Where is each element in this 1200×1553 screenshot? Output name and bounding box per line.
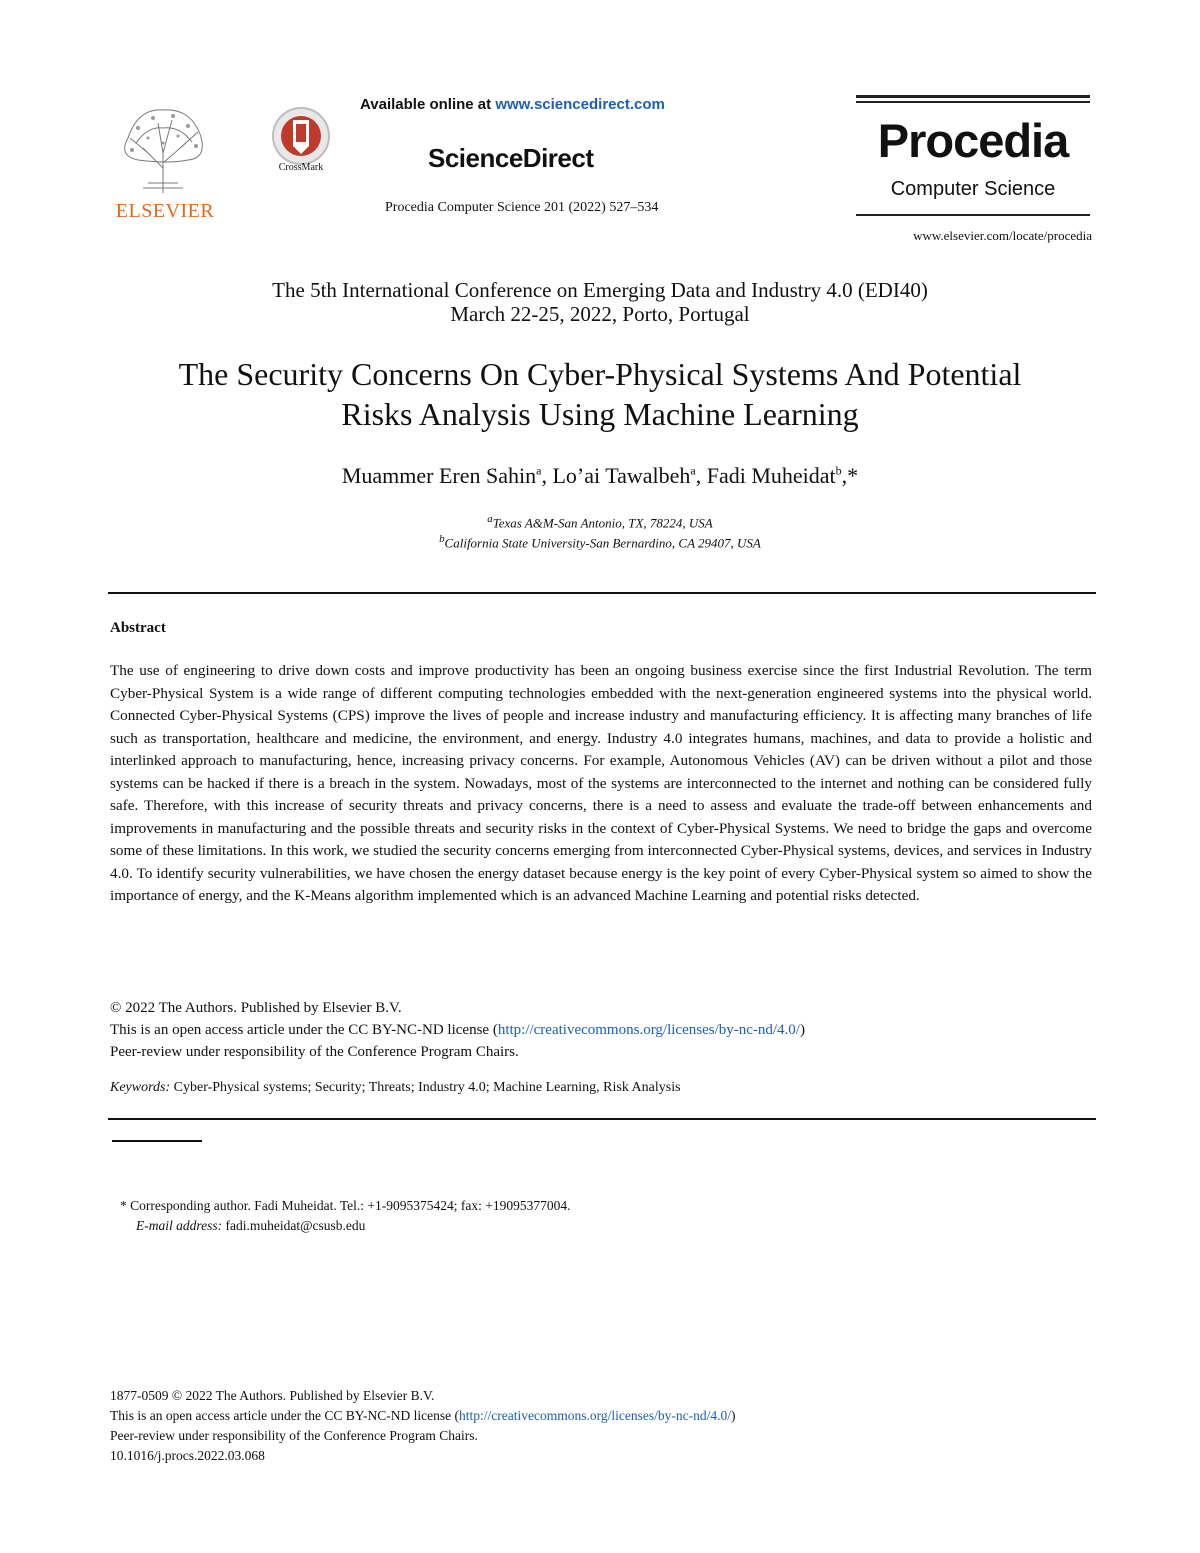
sciencedirect-brand: ScienceDirect: [428, 143, 594, 173]
author-separator: ,: [695, 463, 707, 488]
author-list: [100, 463, 1100, 489]
available-prefix: Available online at: [360, 96, 496, 113]
affiliation-mark: a: [487, 513, 493, 525]
footer-license-suffix: ): [730, 1408, 736, 1423]
abstract-heading: Abstract: [110, 620, 166, 636]
corresponding-author-footnote: * Corresponding author. Fadi Muheidat. Tel.: +1-9095375424; fax: +19095377004.: [120, 1198, 571, 1213]
available-online: [360, 96, 730, 113]
license-link[interactable]: http://creativecommons.org/licenses/by-nc-nd/4.0/: [497, 1022, 800, 1038]
author-name: Fadi Muheidat: [706, 463, 836, 488]
email-label: E-mail address:: [136, 1218, 223, 1233]
paper-title: [100, 354, 1100, 434]
crossmark-label: CrossMark: [278, 162, 324, 173]
publisher-name: ELSEVIER: [115, 200, 215, 222]
footer-license-prefix: This is an open access article under the CC BY-NC-ND license (: [110, 1408, 460, 1423]
keywords-label: Keywords:: [110, 1080, 171, 1095]
footer-peer-review-line: Peer-review under responsibility of the Conference Program Chairs.: [110, 1428, 478, 1443]
journal-url[interactable]: www.elsevier.com/locate/procedia: [913, 228, 1092, 243]
keywords-line: [110, 1080, 1092, 1096]
abstract-text: The use of engineering to drive down costs and improve productivity has been an ongoing business exercise since the first Industrial Revolution. The term Cyber-Physical System is a wide range of different computing technologies embedded with the next-generation engineered systems into the physical world. Connected Cyber-Physical Systems (CPS) improve the lives of people and increase industry and manufacturing efficiency. It is affecting many branches of life such as transportation, healthcare and medicine, the environment, and energy. Industry 4.0 integrates humans, machines, and data to provide a holistic and interlinked approach to manufacturing, hence, increasing privacy concerns. For example, Autonomous Vehicles (AV) can be driven without a pilot and those systems can be hacked if there is a breach in the system. Nowadays, most of the systems are interconnected to the internet and nothing can be considered fully safe. Therefore, with this increase of security threats and privacy concerns, there is a need to assess and evaluate the trade-off between enhancements and improvements in manufacturing and the possible threats and security risks in the context of Cyber-Physical Systems. We need to bridge the gaps and overcome some of these limitations. In this work, we studied the security concerns emerging from interconnected Cyber-Physical systems, devices, and services in Industry 4.0. To identify security vulnerabilities, we have chosen the energy dataset because energy is the key point of every Cyber-Physical system so aimed to show the importance of energy, and the K-Means algorithm implemented which is an advanced Machine Learning and potential risks detected.: [110, 662, 1092, 904]
journal-subtitle: Computer Science: [890, 178, 1056, 200]
affiliation-a: [100, 513, 1100, 531]
keywords-list: Cyber-Physical systems; Security; Threats; Industry 4.0; Machine Learning, Risk Analysis: [170, 1080, 681, 1095]
license-line: [110, 1022, 1092, 1039]
paper-title-line-2: Risks Analysis Using Machine Learning: [341, 396, 859, 432]
footnote-rule: [112, 1140, 202, 1142]
affiliation-text: California State University-San Bernardino, CA 29407, USA: [444, 535, 761, 551]
affiliation-mark: b: [439, 533, 445, 545]
sciencedirect-link[interactable]: www.sciencedirect.com: [495, 96, 665, 113]
copyright-line: © 2022 The Authors. Published by Elsevier B.V.: [110, 1000, 402, 1016]
email-address[interactable]: fadi.muheidat@csusb.edu: [222, 1218, 366, 1233]
author-name: Muammer Eren Sahin: [341, 463, 537, 488]
license-suffix: ): [799, 1022, 805, 1038]
journal-title: Procedia: [877, 114, 1069, 167]
issn-line: 1877-0509 © 2022 The Authors. Published by Elsevier B.V.: [110, 1388, 435, 1403]
affiliation-text: Texas A&M-San Antonio, TX, 78224, USA: [492, 515, 713, 531]
abstract-top-rule: [108, 592, 1096, 594]
journal-masthead: [856, 95, 1090, 215]
license-prefix: This is an open access article under the CC BY-NC-ND license (: [110, 1022, 498, 1038]
email-footnote: [136, 1218, 365, 1234]
author-affiliation-mark: a: [536, 463, 542, 478]
author-separator: ,: [541, 463, 553, 488]
author-name: Lo’ai Tawalbeh: [552, 463, 691, 488]
peer-review-line: Peer-review under responsibility of the Conference Program Chairs.: [110, 1044, 519, 1060]
author-separator: ,*: [841, 463, 859, 488]
footer-license-link[interactable]: http://creativecommons.org/licenses/by-nc-nd/4.0/: [459, 1408, 731, 1423]
journal-reference: Procedia Computer Science 201 (2022) 527–534: [385, 200, 659, 215]
doi-line[interactable]: 10.1016/j.procs.2022.03.068: [110, 1448, 265, 1463]
footer-license-line: [110, 1408, 735, 1424]
affiliation-b: [100, 533, 1100, 551]
abstract-bottom-rule: [108, 1118, 1096, 1120]
author-affiliation-mark: a: [690, 463, 696, 478]
author-affiliation-mark: b: [835, 463, 842, 478]
paper-title-line-1: The Security Concerns On Cyber-Physical Systems And Potential: [178, 356, 1022, 392]
conference-name: The 5th International Conference on Emerging Data and Industry 4.0 (EDI40): [272, 278, 928, 302]
conference-date-location: March 22-25, 2022, Porto, Portugal: [450, 302, 750, 326]
